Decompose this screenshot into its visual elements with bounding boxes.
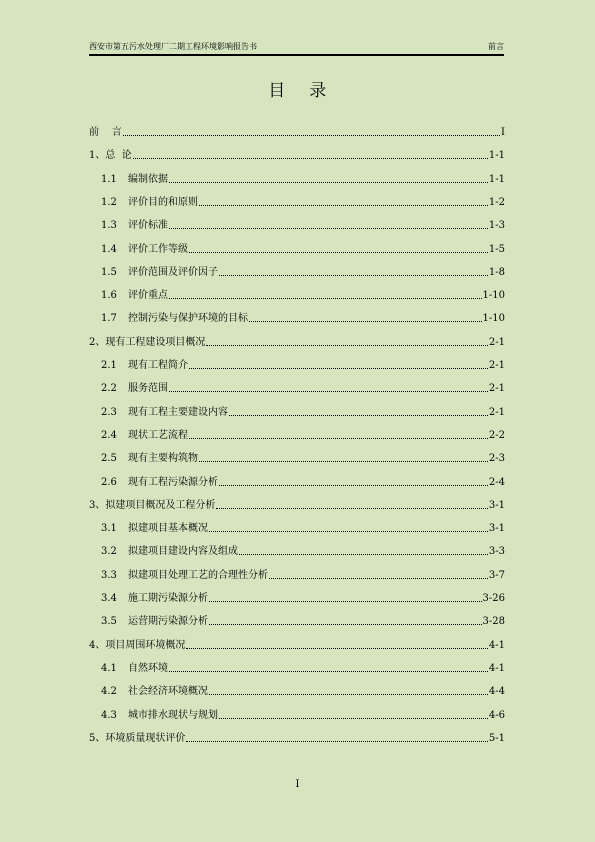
toc-entry-number: 3、 [89, 499, 106, 511]
toc-leader-dots [239, 545, 488, 555]
toc-entry-number: 3.2 [101, 546, 117, 558]
toc-leader-dots [189, 359, 488, 369]
toc-entry-page: 3-28 [482, 616, 505, 628]
toc-entry-number: 4.2 [101, 686, 117, 698]
toc-entry-page: 1-10 [482, 313, 505, 325]
toc-entry-label: 评价工作等级 [128, 243, 188, 255]
toc-leader-dots [189, 429, 488, 439]
toc-leader-dots [249, 312, 482, 322]
toc-entry-number: 2、 [89, 336, 106, 348]
toc-leader-dots [209, 522, 488, 532]
toc-entry-label: 社会经济环境概况 [128, 686, 208, 698]
toc-entry-page: 3-1 [488, 499, 505, 511]
toc-entry[interactable] [89, 218, 505, 232]
toc-entry-page: 2-3 [488, 453, 505, 465]
toc-entry-label: 前 言 [89, 127, 122, 138]
toc-entry-number: 1、 [89, 150, 106, 162]
toc-leader-dots [216, 499, 488, 509]
toc-entry[interactable] [89, 614, 505, 628]
toc-entry-label: 现有主要构筑物 [128, 453, 198, 465]
toc-leader-dots [199, 452, 488, 462]
toc-entry-number: 1.2 [101, 196, 117, 208]
toc-entry-page: 1-10 [482, 290, 505, 302]
toc-entry-page: I [501, 127, 505, 138]
toc-entry-page: 1-5 [488, 243, 505, 255]
toc-entry-page: 1-3 [488, 220, 505, 232]
toc-entry-number: 4.1 [101, 662, 117, 674]
toc-entry-number: 2.1 [101, 360, 117, 371]
page-number: I [295, 779, 300, 790]
toc-entry-number: 4、 [89, 639, 106, 651]
toc-entry-label: 自然环境 [128, 662, 168, 674]
toc-entry-page: 2-2 [488, 429, 505, 441]
toc-entry[interactable] [89, 335, 505, 349]
toc-entry[interactable] [89, 428, 505, 442]
toc-entry[interactable] [89, 148, 505, 162]
toc-leader-dots [133, 149, 488, 159]
toc-entry-page: 4-4 [488, 686, 505, 698]
toc-entry-label: 城市排水现状与规划 [128, 709, 218, 721]
toc-entry-page: 1-1 [488, 173, 505, 185]
toc-leader-dots [169, 173, 488, 183]
toc-entry-label: 拟建项目处理工艺的合理性分析 [128, 569, 268, 581]
toc-leader-dots [189, 243, 488, 253]
toc-entry[interactable] [89, 265, 505, 279]
toc-entry[interactable] [89, 638, 505, 652]
toc-entry[interactable] [89, 684, 505, 698]
toc-entry-label: 运营期污染源分析 [128, 616, 208, 628]
toc-entry[interactable] [89, 591, 505, 605]
toc-leader-dots [219, 476, 488, 486]
toc-entry-label: 拟建项目概况及工程分析 [105, 499, 216, 511]
toc-entry-page: 2-1 [488, 336, 505, 348]
header-section-name: 前言 [488, 42, 504, 51]
toc-entry-page: 3-1 [488, 523, 505, 535]
toc-entry-number: 3.4 [101, 593, 117, 604]
toc-entry-page: 2-4 [488, 476, 505, 488]
toc-leader-dots [186, 639, 488, 649]
toc-entry[interactable] [89, 381, 505, 395]
toc-entry[interactable] [89, 708, 505, 722]
toc-entry-label: 评价重点 [128, 290, 168, 302]
toc-leader-dots [186, 732, 488, 742]
toc-entry-page: 2-1 [488, 360, 505, 371]
toc-entry-label: 环境质量现状评价 [105, 732, 186, 744]
toc-entry-number: 3.1 [101, 523, 117, 535]
toc-leader-dots [219, 709, 488, 719]
toc-entry-number: 2.6 [101, 476, 117, 488]
toc-entry-number: 1.3 [101, 220, 117, 232]
toc-leader-dots [219, 266, 488, 276]
toc-entry-label: 现有工程污染源分析 [128, 476, 218, 488]
toc-entry-label: 项目周围环境概况 [105, 639, 186, 651]
toc-entry-number: 3.3 [101, 569, 117, 581]
toc-entry-label: 施工期污染源分析 [128, 593, 208, 604]
toc-leader-dots [199, 196, 488, 206]
toc-entry[interactable] [89, 288, 505, 302]
toc-entry-page: 1-2 [488, 196, 505, 208]
toc-entry[interactable] [89, 172, 505, 186]
toc-leader-dots [229, 406, 488, 416]
toc-entry-label: 总 论 [105, 150, 132, 162]
toc-leader-dots [169, 662, 488, 672]
toc-entry-number: 2.2 [101, 383, 117, 395]
toc-entry-number: 2.4 [101, 429, 117, 441]
toc-entry-label: 拟建项目基本概况 [128, 523, 208, 535]
toc-entry-label: 现有工程简介 [128, 360, 188, 371]
toc-entry-number: 5、 [89, 732, 106, 744]
toc-leader-dots [209, 615, 482, 625]
toc-leader-dots [209, 685, 488, 695]
toc-entry-number: 1.5 [101, 266, 117, 278]
toc-entry[interactable] [89, 405, 505, 419]
toc-entry-label: 现状工艺流程 [128, 429, 188, 441]
toc-entry[interactable] [89, 475, 505, 489]
toc-entry-number: 1.4 [101, 243, 117, 255]
toc-entry-label: 编制依据 [128, 173, 168, 185]
toc-entry[interactable] [89, 731, 505, 745]
toc-entry-label: 现有工程建设项目概况 [105, 336, 206, 348]
toc-entry-label: 控制污染与保护环境的目标 [128, 313, 248, 325]
toc-entry-label: 评价标准 [128, 220, 168, 232]
toc-entry-page: 1-1 [488, 150, 505, 162]
toc-entry[interactable] [89, 242, 505, 256]
toc-entry-page: 4-1 [488, 639, 505, 651]
toc-entry-label: 服务范围 [128, 383, 168, 395]
toc-leader-dots [123, 126, 500, 136]
toc-entry-page: 2-1 [488, 406, 505, 418]
toc-entry[interactable] [89, 661, 505, 675]
toc-entry-number: 1.7 [101, 313, 117, 325]
toc-entry[interactable] [89, 544, 505, 558]
toc-leader-dots [169, 382, 488, 392]
toc-entry[interactable] [89, 498, 505, 512]
toc-entry-label: 现有工程主要建设内容 [128, 406, 228, 418]
toc-leader-dots [169, 289, 482, 299]
toc-entry-number: 3.5 [101, 616, 117, 628]
toc-entry[interactable] [89, 358, 505, 372]
toc-entry-page: 1-8 [488, 266, 505, 278]
toc-entry[interactable] [89, 195, 505, 209]
toc-entry-page: 3-26 [482, 593, 505, 604]
toc-entry-number: 2.5 [101, 453, 117, 465]
toc-entry-number: 2.3 [101, 406, 117, 418]
toc-leader-dots [206, 336, 488, 346]
toc-entry[interactable] [89, 451, 505, 465]
toc-entry-number: 4.3 [101, 709, 117, 721]
toc-entry-page: 2-1 [488, 383, 505, 395]
toc-leader-dots [169, 219, 488, 229]
toc-entry-number: 1.1 [101, 173, 117, 185]
toc-entry[interactable] [89, 521, 505, 535]
toc-leader-dots [209, 592, 482, 602]
toc-entry[interactable] [89, 568, 505, 582]
toc-entry-label: 评价目的和原则 [128, 196, 198, 208]
toc-entry-label: 评价范围及评价因子 [128, 266, 218, 278]
toc-entry-page: 3-3 [488, 546, 505, 558]
toc-entry-page: 5-1 [488, 732, 505, 744]
page-title: 目 录 [268, 81, 327, 101]
toc-entry-page: 4-1 [488, 662, 505, 674]
toc-entry-page: 3-7 [488, 569, 505, 581]
toc-entry-number: 1.6 [101, 290, 117, 302]
toc-entry[interactable] [89, 125, 505, 139]
toc-entry-page: 4-6 [488, 709, 505, 721]
header-rule [89, 54, 504, 56]
header-document-title: 西安市第五污水处理厂二期工程环境影响报告书 [89, 42, 257, 51]
toc-entry-label: 拟建项目建设内容及组成 [128, 546, 238, 558]
toc-entry[interactable] [89, 311, 505, 325]
toc-leader-dots [269, 569, 488, 579]
